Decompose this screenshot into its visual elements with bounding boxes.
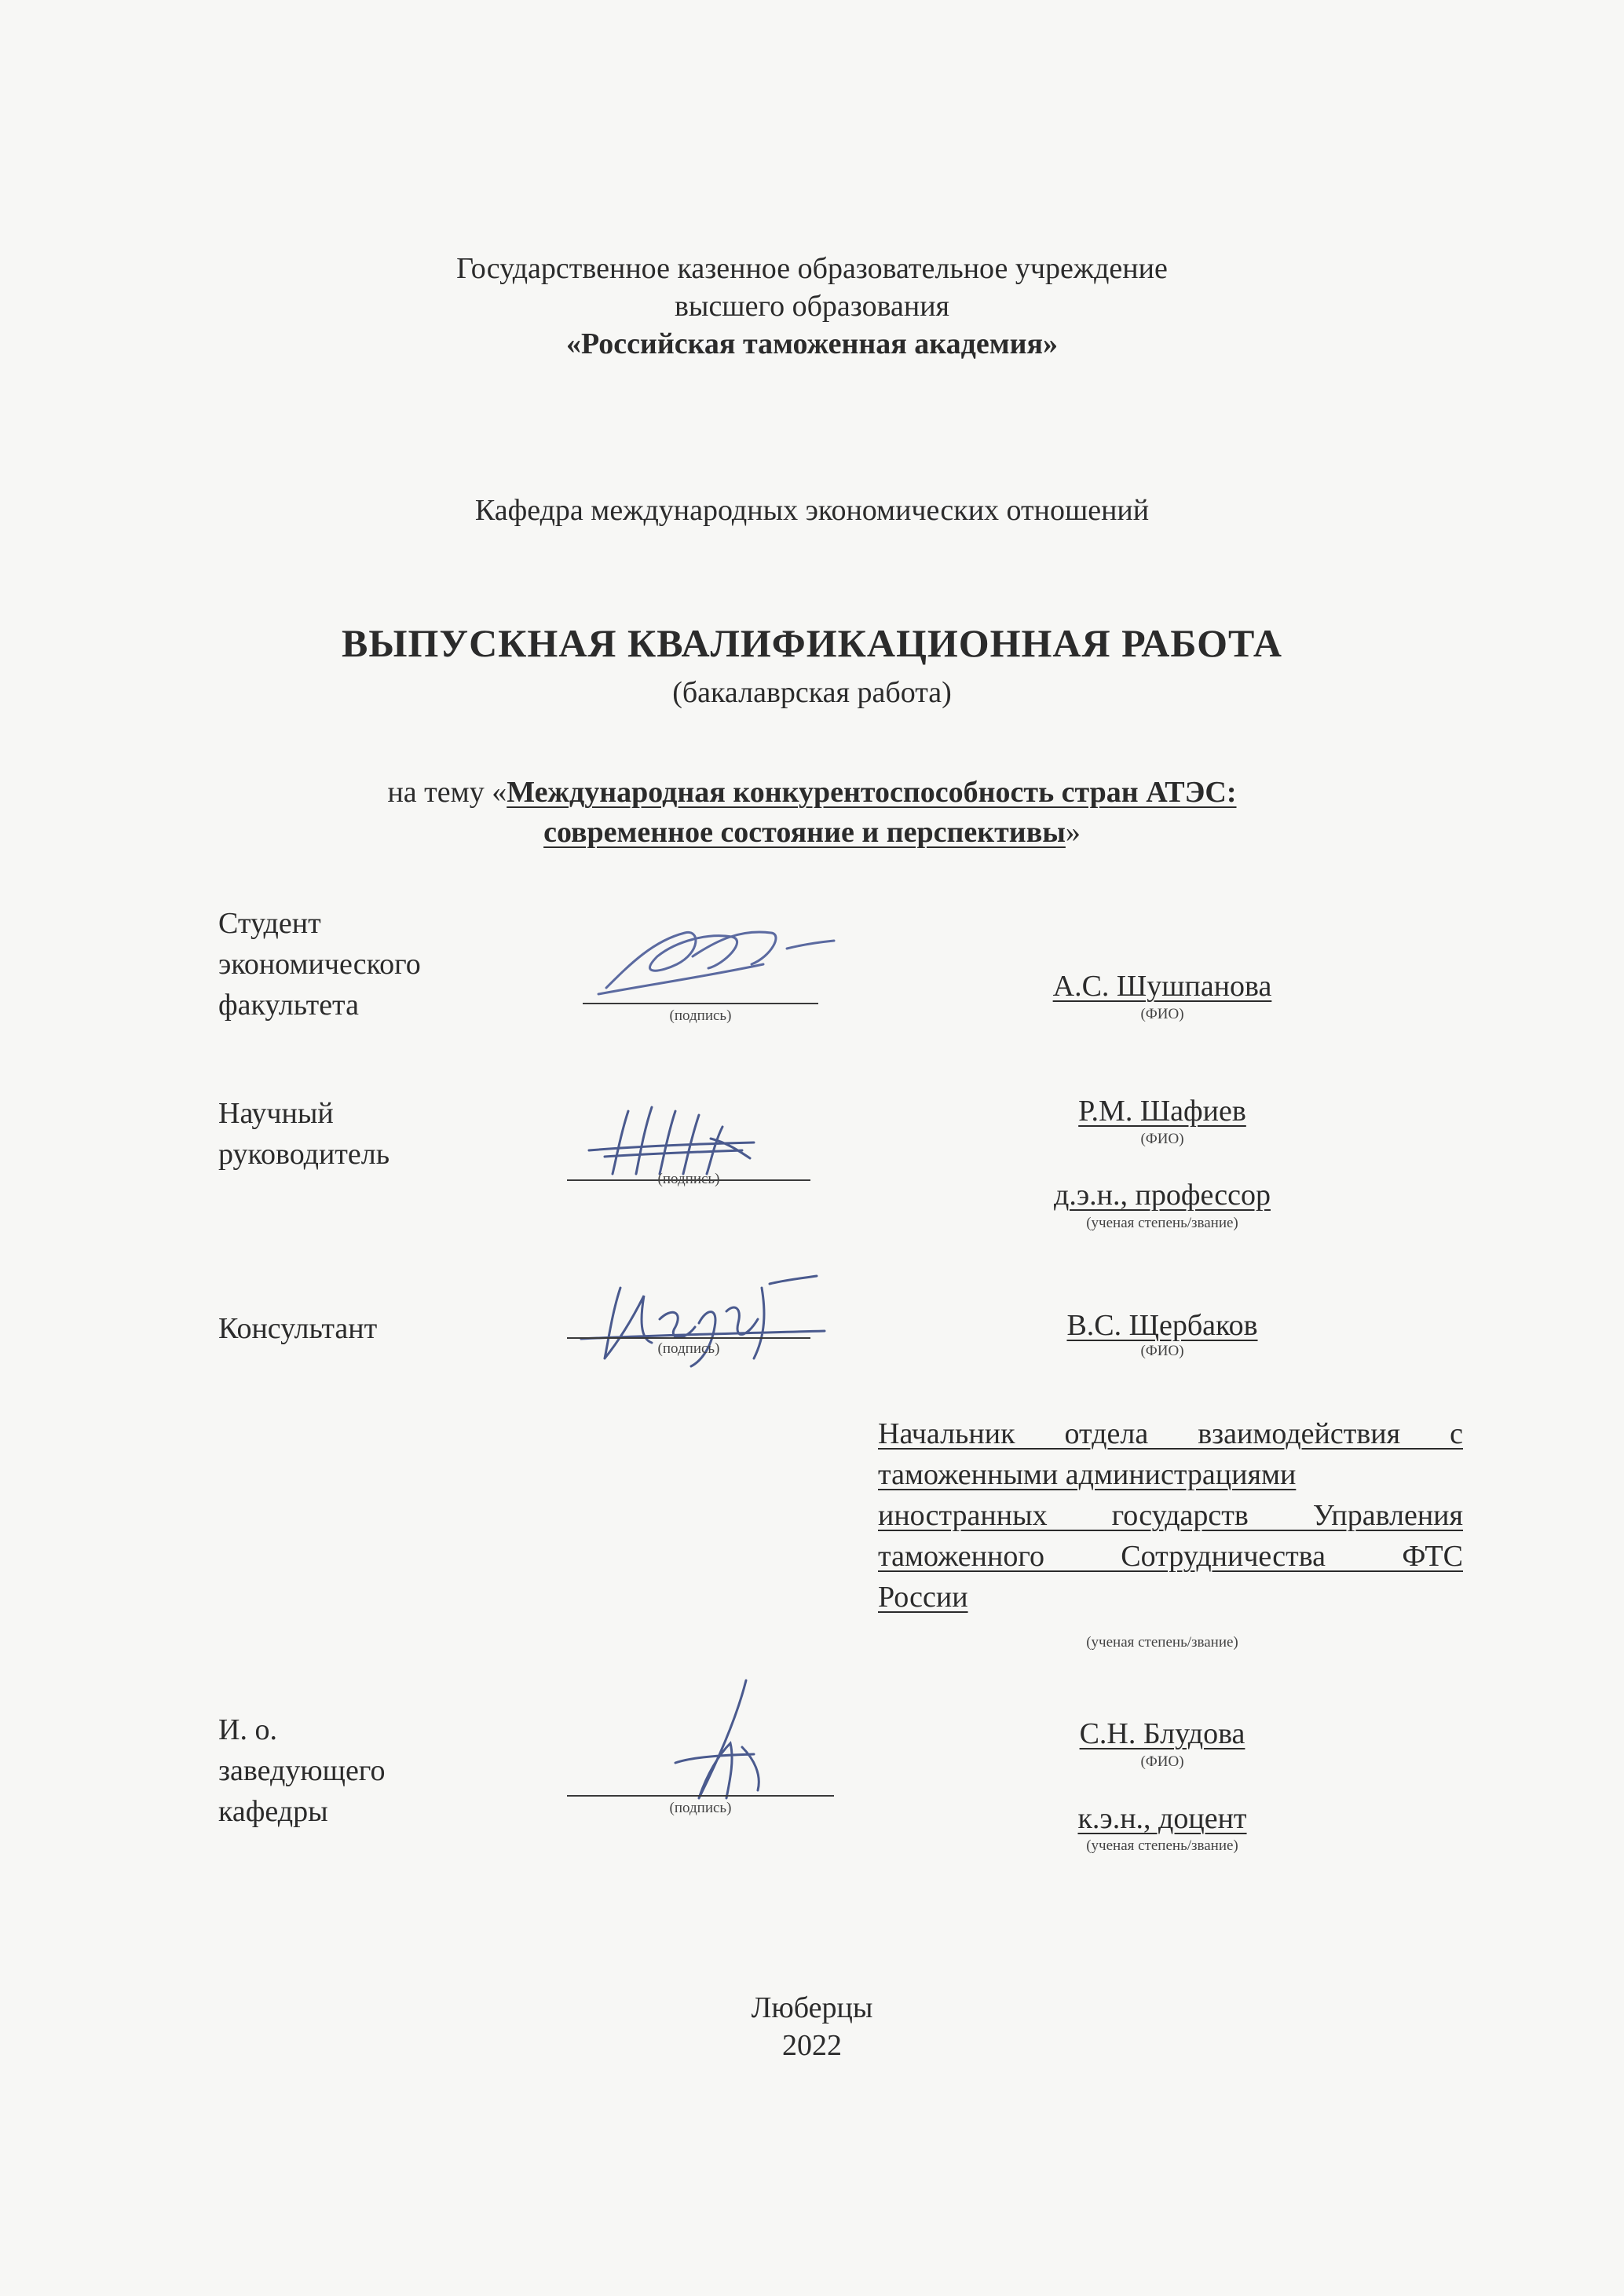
head-name: С.Н. Блудова [1079,1717,1245,1750]
year: 2022 [782,2029,842,2062]
consultant-signature-line [567,1337,810,1339]
city: Люберцы [751,1991,873,2024]
header-line-1: Государственное казенное образовательное учреждение [456,252,1168,285]
supervisor-role [218,1093,501,1175]
student-signature [583,909,842,1004]
topic-prefix: на тему « [387,776,507,809]
head-signature [628,1673,817,1806]
student-name-caption: (ФИО) [1140,1006,1184,1022]
institution-header [0,250,1624,363]
academy-name: «Российская таможенная академия» [565,327,1059,360]
topic-line-1 [0,773,1624,811]
consultant-position-caption: (ученая степень/звание) [1086,1634,1238,1651]
head-sign-caption: (подпись) [669,1800,732,1816]
role-line: заведующего [218,1754,386,1787]
student-signature-line [583,1003,818,1004]
role-line: факультета [218,989,359,1022]
header-line-2: высшего образования [674,290,950,323]
supervisor-degree-caption: (ученая степень/звание) [1086,1215,1238,1231]
supervisor-name: Р.М. Шафиев [1078,1095,1246,1128]
supervisor-sign-caption: (подпись) [657,1171,720,1187]
student-sign-caption: (подпись) [669,1007,732,1024]
head-role [218,1709,501,1832]
consultant-sign-caption: (подпись) [657,1340,720,1357]
role-line: кафедры [218,1795,328,1828]
position-line: России [878,1581,968,1614]
role-line: И. о. [218,1713,277,1746]
consultant-name-caption: (ФИО) [1140,1343,1184,1359]
role-line: Консультант [218,1312,378,1345]
footer [0,1989,1624,2064]
role-line: руководитель [218,1138,390,1171]
document-title: ВЫПУСКНАЯ КВАЛИФИКАЦИОННАЯ РАБОТА [342,621,1282,665]
student-role [218,903,501,1026]
department-name: Кафедра международных экономических отношений [474,494,1150,527]
student-name: А.С. Шушпанова [1052,970,1272,1003]
consultant-name: В.С. Щербаков [1066,1309,1258,1342]
topic-title-part-2: современное состояние и перспективы [543,816,1066,849]
topic-line-2 [0,813,1624,851]
role-line: Научный [218,1097,334,1130]
role-line: экономического [218,948,421,981]
topic-title-part-1: Международная конкурентоспособность стран АТЭС: [507,776,1237,809]
position-line: таможенными администрациями [878,1458,1297,1491]
supervisor-degree: д.э.н., профессор [1054,1179,1271,1212]
supervisor-name-caption: (ФИО) [1140,1131,1184,1147]
position-line: Начальник отдела взаимодействия с [878,1417,1463,1450]
head-signature-line [567,1795,834,1797]
consultant-role [218,1308,501,1349]
document-subtitle: (бакалаврская работа) [672,676,952,709]
head-degree: к.э.н., доцент [1077,1802,1247,1835]
head-degree-caption: (ученая степень/звание) [1086,1837,1238,1854]
position-line: таможенного Сотрудничества ФТС [878,1540,1463,1573]
supervisor-signature [573,1095,809,1182]
head-name-caption: (ФИО) [1140,1753,1184,1770]
consultant-position [878,1413,1463,1618]
role-line: Студент [218,907,321,940]
position-line: иностранных государств Управления [878,1499,1463,1532]
topic-suffix: » [1065,816,1081,849]
